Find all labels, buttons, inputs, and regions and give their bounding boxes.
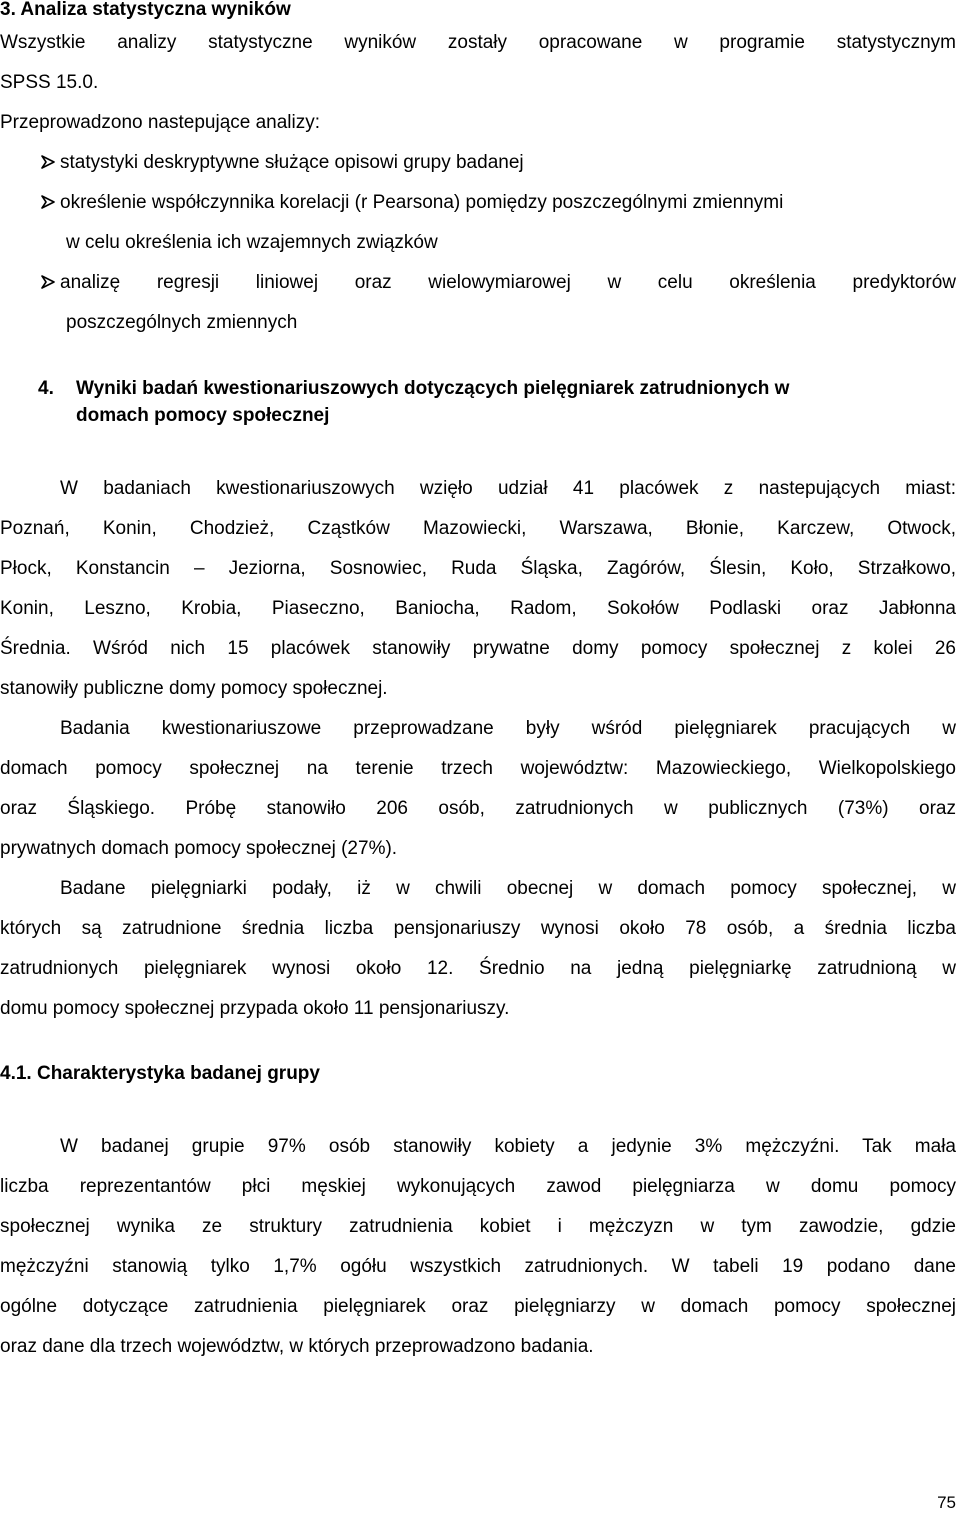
analyses-intro: Przeprowadzono nastepujące analizy: — [0, 112, 321, 133]
bullet-3-text-line-1: analizę regresji liniowej oraz wielowymiarowej w celu określenia predyktorów — [60, 272, 956, 293]
section-4-heading-line-1: Wyniki badań kwestionariuszowych dotyczących pielęgniarek zatrudnionych w — [76, 378, 790, 399]
para-1-line-5: Średnia. Wśród nich 15 placówek stanowiły prywatne domy pomocy społecznej z kolei 26 — [0, 638, 956, 659]
bullet-3-text-line-2: poszczególnych zmiennych — [66, 312, 298, 333]
para-2-line-3: oraz Śląskiego. Próbę stanowiło 206 osób, zatrudnionych w publicznych (73%) oraz — [0, 798, 956, 819]
para-3-line-4: domu pomocy społecznej przypada około 11 pensjonariuszy. — [0, 998, 510, 1019]
para-1-line-4: Konin, Leszno, Krobia, Piaseczno, Baniocha, Radom, Sokołów Podlaski oraz Jabłonna — [0, 598, 956, 619]
bullet-2-text-line-2: w celu określenia ich wzajemnych związków — [66, 232, 438, 253]
para-2-line-2: domach pomocy społecznej na terenie trzech województw: Mazowieckiego, Wielkopolskiego — [0, 758, 956, 779]
para-4-line-6: oraz dane dla trzech województw, w których przeprowadzono badania. — [0, 1336, 594, 1357]
para-2-line-1: Badania kwestionariuszowe przeprowadzane były wśród pielęgniarek pracujących w — [60, 718, 956, 739]
para-3-line-3: zatrudnionych pielęgniarek wynosi około 12. Średnio na jedną pielęgniarkę zatrudnioną w — [0, 958, 956, 979]
para-1-line-3: Płock, Konstancin – Jeziorna, Sosnowiec, Ruda Śląska, Zagórów, Ślesin, Koło, Strzałkowo, — [0, 558, 956, 579]
bullet-2-text-line-1: określenie współczynnika korelacji (r Pearsona) pomiędzy poszczególnymi zmiennymi — [60, 192, 784, 213]
para-1-line-1: W badaniach kwestionariuszowych wzięło udział 41 placówek z nastepujących miast: — [60, 478, 956, 499]
para-1-line-6: stanowiły publiczne domy pomocy społecznej. — [0, 678, 388, 699]
bullet-1-text: statystyki deskryptywne służące opisowi grupy badanej — [60, 152, 524, 173]
section-4-1-heading: 4.1. Charakterystyka badanej grupy — [0, 1063, 320, 1084]
para-4-line-3: społecznej wynika ze struktury zatrudnienia kobiet i mężczyzn w tym zawodzie, gdzie — [0, 1216, 956, 1237]
para-4-line-4: mężczyźni stanowią tylko 1,7% ogółu wszystkich zatrudnionych. W tabeli 19 podano dane — [0, 1256, 956, 1277]
arrowhead-bullet-icon — [41, 195, 55, 209]
intro-line-2: SPSS 15.0. — [0, 72, 99, 93]
section-4-number: 4. — [38, 378, 54, 399]
arrowhead-bullet-icon — [41, 155, 55, 169]
section-4-heading-line-2: domach pomocy społecznej — [76, 405, 330, 426]
para-4-line-2: liczba reprezentantów płci męskiej wykonujących zawod pielęgniarza w domu pomocy — [0, 1176, 956, 1197]
intro-line-1: Wszystkie analizy statystyczne wyników zostały opracowane w programie statystycznym — [0, 32, 956, 53]
para-2-line-4: prywatnych domach pomocy społecznej (27%). — [0, 838, 398, 859]
para-4-line-1: W badanej grupie 97% osób stanowiły kobiety a jedynie 3% mężczyźni. Tak mała — [60, 1136, 956, 1157]
para-3-line-2: których są zatrudnione średnia liczba pensjonariuszy wynosi około 78 osób, a średnia liczba — [0, 918, 956, 939]
para-3-line-1: Badane pielęgniarki podały, iż w chwili obecnej w domach pomocy społecznej, w — [60, 878, 956, 899]
para-1-line-2: Poznań, Konin, Chodzież, Cząstków Mazowiecki, Warszawa, Błonie, Karczew, Otwock, — [0, 518, 956, 539]
arrowhead-bullet-icon — [41, 275, 55, 289]
page-number: 75 — [937, 1493, 956, 1512]
para-4-line-5: ogólne dotyczące zatrudnienia pielęgniarek oraz pielęgniarzy w domach pomocy społecznej — [0, 1296, 956, 1317]
section-3-heading: 3. Analiza statystyczna wyników — [0, 0, 291, 20]
